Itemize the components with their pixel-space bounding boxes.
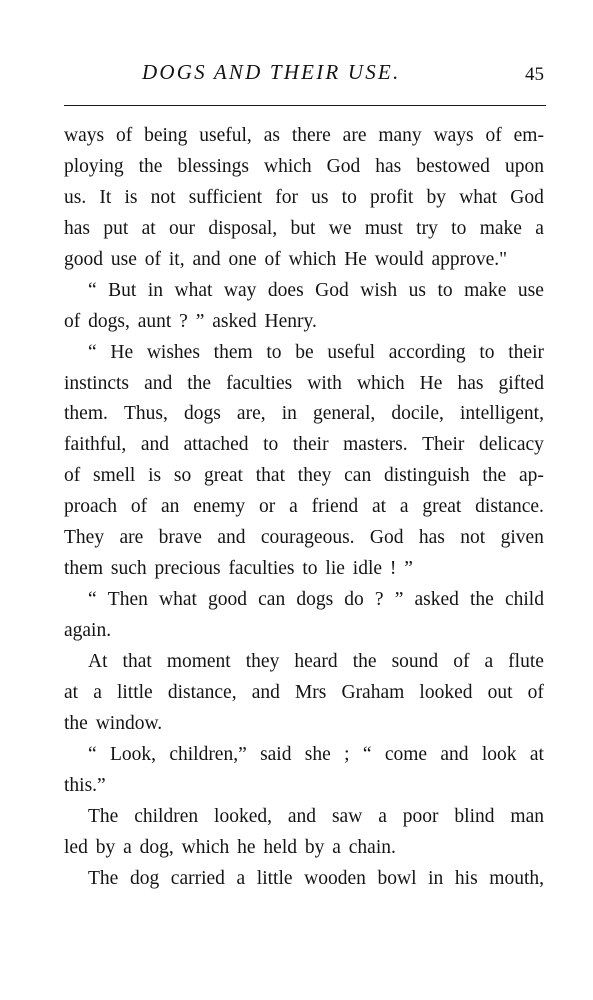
word: docile, bbox=[391, 403, 444, 425]
word: great bbox=[422, 496, 462, 518]
word: At bbox=[88, 650, 108, 672]
word: us bbox=[408, 279, 426, 301]
word: mouth, bbox=[489, 867, 544, 889]
word: delicacy bbox=[478, 434, 544, 456]
word: distance, bbox=[167, 681, 237, 703]
word: children,” bbox=[169, 743, 247, 765]
word: being bbox=[144, 125, 188, 146]
word: the bbox=[352, 650, 377, 672]
word: masters. bbox=[343, 434, 408, 456]
word: great bbox=[203, 465, 243, 487]
word: given bbox=[500, 527, 544, 549]
text-line bbox=[64, 430, 544, 461]
word: held bbox=[263, 836, 297, 858]
text-line bbox=[64, 492, 544, 523]
word: It bbox=[99, 186, 112, 208]
text-line bbox=[64, 399, 544, 430]
word: faithful, bbox=[64, 434, 127, 456]
word: idle bbox=[352, 558, 383, 580]
word: which bbox=[356, 372, 405, 394]
word: asked bbox=[212, 310, 257, 332]
word: moment bbox=[166, 650, 231, 672]
word: to bbox=[302, 558, 318, 580]
word: make bbox=[479, 217, 522, 239]
word: They bbox=[64, 527, 105, 549]
word: of bbox=[64, 310, 81, 332]
word: ? bbox=[374, 589, 384, 611]
text-line bbox=[64, 833, 544, 864]
word: heard bbox=[294, 650, 338, 672]
word: use bbox=[110, 248, 137, 270]
word: dogs bbox=[183, 403, 221, 425]
word: blind bbox=[454, 805, 495, 827]
word: many bbox=[378, 125, 422, 146]
word: would bbox=[374, 248, 424, 270]
word: Their bbox=[422, 434, 465, 456]
word: disposal, bbox=[208, 217, 278, 239]
word: is bbox=[148, 465, 162, 487]
word: smell bbox=[93, 465, 136, 487]
word: has bbox=[457, 372, 484, 394]
word: make bbox=[464, 279, 507, 301]
word: Henry. bbox=[264, 310, 317, 332]
word: the bbox=[138, 155, 163, 177]
word: which bbox=[181, 836, 230, 858]
word: upon bbox=[504, 155, 544, 177]
word: He bbox=[419, 372, 443, 394]
word: friend bbox=[311, 496, 359, 518]
word: try bbox=[416, 217, 438, 239]
word: to bbox=[437, 279, 453, 301]
word: Thus, bbox=[123, 403, 168, 425]
word: good bbox=[208, 589, 248, 611]
word: the bbox=[470, 589, 494, 611]
word: approve." bbox=[431, 248, 508, 270]
word: proach bbox=[64, 496, 118, 518]
word: out bbox=[487, 681, 513, 703]
word: child bbox=[504, 589, 544, 611]
word: an bbox=[160, 496, 180, 518]
word: “ bbox=[88, 279, 97, 301]
word: has bbox=[375, 155, 402, 177]
word: dogs, bbox=[88, 310, 130, 332]
word: look bbox=[481, 743, 517, 765]
word: by bbox=[95, 836, 116, 858]
word: and bbox=[217, 527, 246, 549]
word: of bbox=[527, 681, 544, 703]
word: by bbox=[304, 836, 325, 858]
word: profit bbox=[370, 186, 414, 208]
word: in bbox=[147, 279, 164, 301]
word: Mrs bbox=[294, 681, 327, 703]
word: of bbox=[264, 248, 281, 270]
word: in bbox=[428, 867, 444, 889]
word: of bbox=[130, 496, 148, 518]
text-line bbox=[64, 554, 544, 585]
word: what bbox=[174, 279, 213, 301]
text-line bbox=[64, 183, 544, 214]
word: this.” bbox=[64, 774, 106, 796]
word: a bbox=[93, 681, 102, 703]
word: come bbox=[384, 743, 428, 765]
word: we bbox=[328, 217, 352, 239]
word: courageous. bbox=[260, 527, 355, 549]
word: flute bbox=[508, 650, 544, 672]
word: God bbox=[315, 279, 349, 301]
word: God bbox=[510, 186, 544, 208]
word: a bbox=[378, 805, 387, 827]
word: lie bbox=[325, 558, 345, 580]
word: ? bbox=[179, 310, 188, 332]
word: as bbox=[263, 125, 280, 146]
word: intelligent, bbox=[460, 403, 544, 425]
word: way bbox=[223, 279, 257, 301]
text-line bbox=[64, 740, 544, 771]
word: said bbox=[260, 743, 292, 765]
word: us. bbox=[64, 186, 87, 208]
word: what bbox=[158, 589, 197, 611]
word: useful, bbox=[199, 125, 252, 146]
word: such bbox=[110, 558, 147, 580]
word: blessings bbox=[177, 155, 249, 177]
word: faculties bbox=[228, 558, 295, 580]
word: a bbox=[535, 217, 544, 239]
word: The bbox=[88, 805, 119, 827]
text-line bbox=[64, 121, 544, 152]
word: a bbox=[236, 867, 246, 889]
word: children bbox=[134, 805, 199, 827]
word: ways bbox=[433, 125, 474, 146]
text-line bbox=[64, 461, 544, 492]
word: they bbox=[245, 650, 280, 672]
word: sufficient bbox=[188, 186, 263, 208]
word: to bbox=[266, 341, 282, 363]
text-line bbox=[64, 276, 544, 307]
word: to bbox=[451, 217, 467, 239]
word: God bbox=[369, 527, 404, 549]
word: and bbox=[251, 681, 280, 703]
word: enemy bbox=[193, 496, 246, 518]
text-line bbox=[64, 616, 544, 647]
word: she bbox=[304, 743, 331, 765]
word: distinguish bbox=[383, 465, 470, 487]
word: put bbox=[103, 217, 129, 239]
word: are, bbox=[236, 403, 266, 425]
running-title: DOGS AND THEIR USE. bbox=[142, 60, 401, 84]
word: ways bbox=[64, 125, 105, 146]
word: again. bbox=[64, 620, 112, 641]
word: of bbox=[115, 125, 133, 146]
word: is bbox=[124, 186, 138, 208]
word: or bbox=[259, 496, 276, 518]
word: a bbox=[484, 650, 494, 672]
word: ” bbox=[195, 310, 205, 332]
text-line bbox=[64, 214, 544, 245]
word: wooden bbox=[304, 867, 366, 889]
word: window. bbox=[95, 712, 163, 734]
word: not bbox=[150, 186, 176, 208]
word: But bbox=[108, 279, 137, 301]
word: looked, bbox=[214, 805, 272, 827]
word: Look, bbox=[109, 743, 157, 765]
page-number: 45 bbox=[525, 64, 544, 85]
word: does bbox=[267, 279, 304, 301]
word: “ bbox=[362, 743, 372, 765]
word: a bbox=[289, 496, 298, 518]
word: bestowed bbox=[416, 155, 490, 177]
word: Then bbox=[107, 589, 148, 611]
header-rule bbox=[64, 105, 546, 106]
word: are bbox=[342, 125, 367, 146]
word: distance. bbox=[475, 496, 544, 518]
word: their bbox=[508, 341, 544, 363]
word: at bbox=[371, 496, 387, 518]
word: and bbox=[192, 248, 221, 270]
word: it, bbox=[168, 248, 185, 270]
word: good bbox=[64, 248, 103, 270]
word: and bbox=[287, 805, 317, 827]
word: our bbox=[169, 217, 196, 239]
word: with bbox=[307, 372, 342, 394]
word: but bbox=[290, 217, 316, 239]
word: precious bbox=[154, 558, 221, 580]
text-line bbox=[64, 338, 544, 369]
word: a bbox=[332, 836, 341, 858]
word: that bbox=[122, 650, 152, 672]
word: in bbox=[281, 403, 297, 425]
word: are bbox=[119, 527, 144, 549]
word: that bbox=[255, 465, 285, 487]
word: ; bbox=[344, 743, 350, 765]
word: led bbox=[64, 836, 88, 858]
text-line bbox=[64, 369, 544, 400]
word: gifted bbox=[498, 372, 544, 394]
word: can bbox=[258, 589, 286, 611]
word: one bbox=[228, 248, 257, 270]
text-line bbox=[64, 307, 544, 338]
word: asked bbox=[414, 589, 459, 611]
word: use bbox=[517, 279, 544, 301]
word: carried bbox=[170, 867, 225, 889]
word: ploying bbox=[64, 155, 124, 177]
word: instincts bbox=[64, 372, 130, 394]
word: He bbox=[110, 341, 134, 363]
word: can bbox=[344, 465, 372, 487]
word: chain. bbox=[348, 836, 396, 858]
word: for bbox=[275, 186, 298, 208]
word: must bbox=[364, 217, 403, 239]
word: has bbox=[64, 217, 90, 239]
word: at bbox=[141, 217, 156, 239]
word: to bbox=[263, 434, 279, 456]
word: there bbox=[291, 125, 331, 146]
word: them bbox=[64, 558, 103, 580]
word: at bbox=[64, 681, 79, 703]
word: ap- bbox=[518, 465, 544, 487]
word: em- bbox=[513, 125, 544, 146]
body-text bbox=[64, 121, 544, 894]
text-line bbox=[64, 709, 544, 740]
word: wishes bbox=[146, 341, 200, 363]
word: at bbox=[529, 743, 544, 765]
word: the bbox=[482, 465, 507, 487]
word: faculties bbox=[226, 372, 293, 394]
word: be bbox=[295, 341, 314, 363]
text-line bbox=[64, 585, 544, 616]
text-line bbox=[64, 678, 544, 709]
word: dogs bbox=[296, 589, 334, 611]
word: little bbox=[116, 681, 153, 703]
word: he bbox=[237, 836, 256, 858]
word: and bbox=[440, 743, 469, 765]
word: “ bbox=[88, 341, 97, 363]
word: Graham bbox=[341, 681, 405, 703]
word: them bbox=[213, 341, 253, 363]
word: ” bbox=[394, 589, 404, 611]
word: not bbox=[460, 527, 486, 549]
text-line bbox=[64, 245, 544, 276]
word: of bbox=[485, 125, 502, 146]
word: wish bbox=[360, 279, 398, 301]
word: ! bbox=[389, 558, 397, 580]
word: what bbox=[459, 186, 498, 208]
word: so bbox=[173, 465, 192, 487]
word: dog, bbox=[139, 836, 174, 858]
word: by bbox=[426, 186, 447, 208]
word: according bbox=[388, 341, 466, 363]
text-line bbox=[64, 771, 544, 802]
word: them. bbox=[64, 403, 108, 425]
word: ” bbox=[404, 558, 413, 580]
word: useful bbox=[327, 341, 376, 363]
word: “ bbox=[88, 743, 97, 765]
word: The bbox=[88, 867, 119, 889]
word: their bbox=[292, 434, 329, 456]
word: which bbox=[288, 248, 337, 270]
word: us bbox=[311, 186, 329, 208]
text-line bbox=[64, 864, 544, 895]
word: his bbox=[454, 867, 478, 889]
word: of bbox=[453, 650, 470, 672]
word: looked bbox=[419, 681, 473, 703]
word: and bbox=[144, 372, 173, 394]
word: they bbox=[297, 465, 332, 487]
text-line bbox=[64, 802, 544, 833]
word: God bbox=[326, 155, 361, 177]
word: and bbox=[140, 434, 169, 456]
word: aunt bbox=[137, 310, 172, 332]
word: the bbox=[187, 372, 212, 394]
word: do bbox=[344, 589, 364, 611]
word: of bbox=[144, 248, 161, 270]
word: man bbox=[510, 805, 544, 827]
running-head bbox=[64, 60, 544, 90]
word: sound bbox=[391, 650, 439, 672]
word: He bbox=[344, 248, 367, 270]
word: brave bbox=[158, 527, 202, 549]
word: a bbox=[123, 836, 132, 858]
word: poor bbox=[402, 805, 439, 827]
word: bowl bbox=[377, 867, 417, 889]
word: dog bbox=[129, 867, 160, 889]
word: of bbox=[64, 465, 81, 487]
text-line bbox=[64, 152, 544, 183]
word: little bbox=[256, 867, 293, 889]
word: attached bbox=[183, 434, 249, 456]
word: has bbox=[418, 527, 445, 549]
word: the bbox=[64, 712, 88, 734]
word: to bbox=[479, 341, 495, 363]
word: saw bbox=[331, 805, 363, 827]
word: which bbox=[263, 155, 312, 177]
word: “ bbox=[88, 589, 97, 611]
word: to bbox=[341, 186, 357, 208]
text-line bbox=[64, 647, 544, 678]
word: general, bbox=[313, 403, 376, 425]
text-line bbox=[64, 523, 544, 554]
word: a bbox=[399, 496, 409, 518]
